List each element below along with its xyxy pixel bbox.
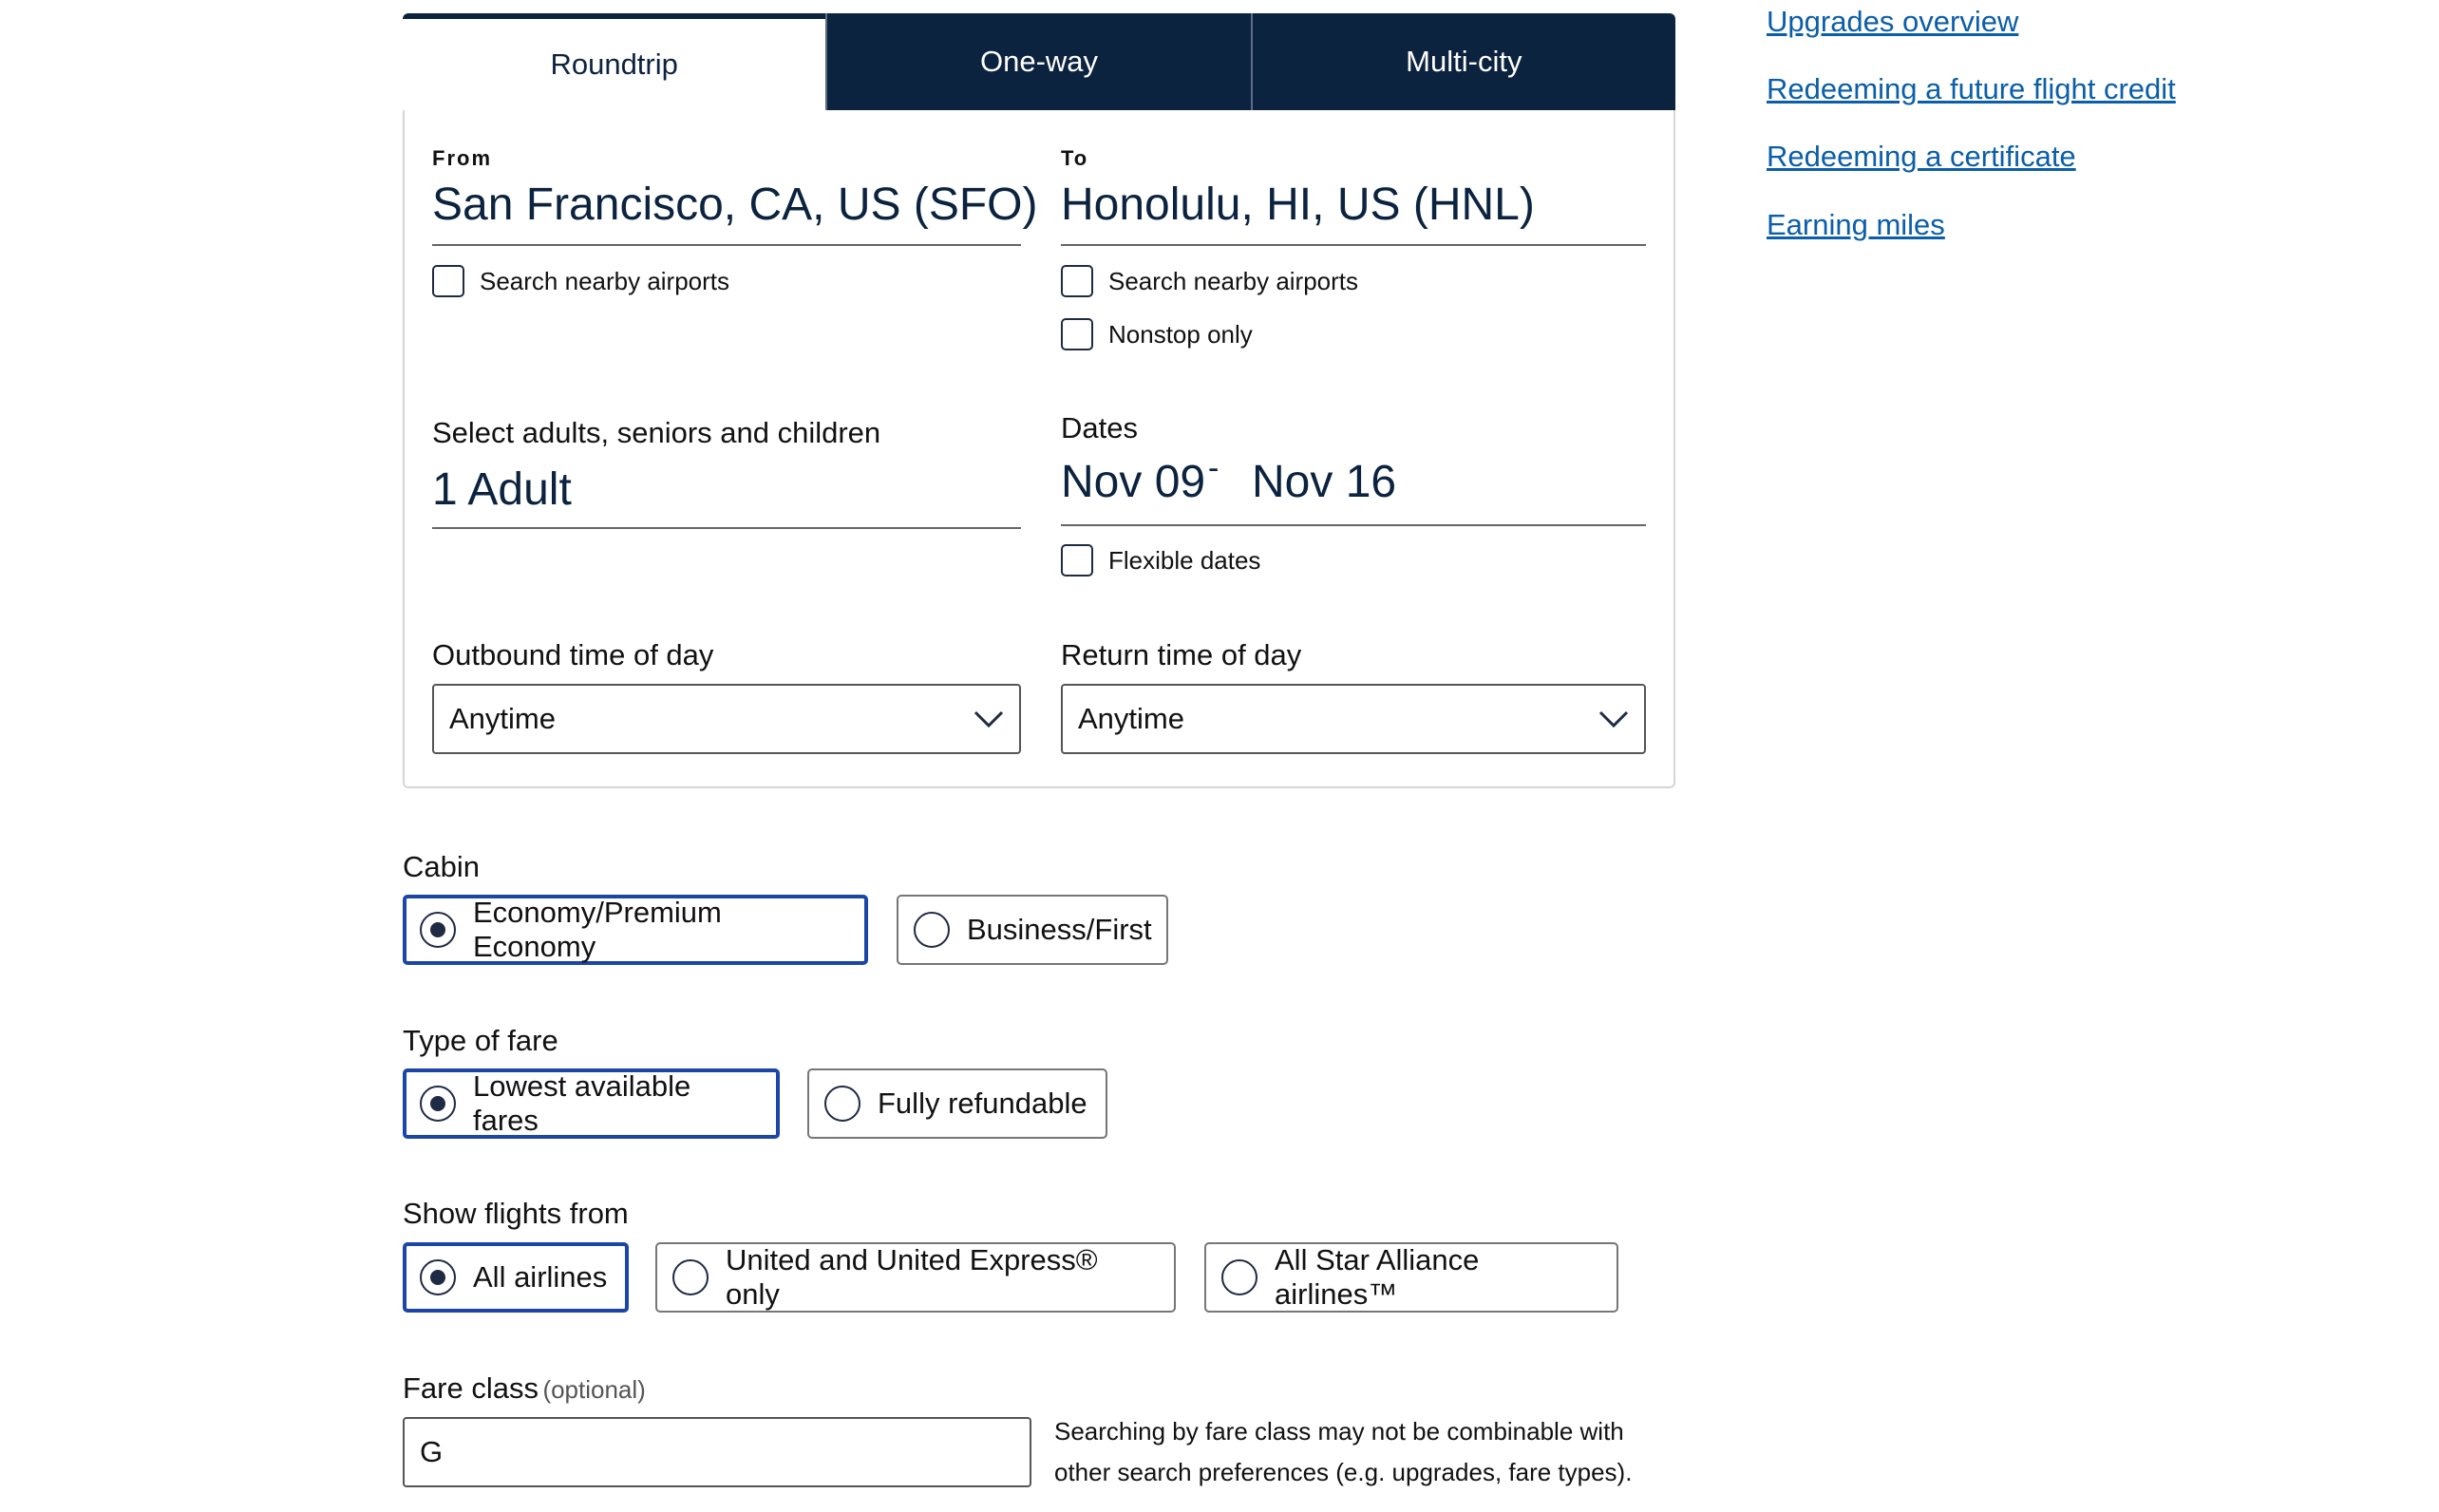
link-redeeming-certificate[interactable]: Redeeming a certificate: [1767, 140, 2076, 173]
return-time-label: Return time of day: [1061, 638, 1302, 671]
checkbox-icon[interactable]: [1061, 318, 1093, 350]
from-nearby-checkbox-row[interactable]: [432, 265, 729, 297]
tab-roundtrip[interactable]: Roundtrip: [403, 13, 825, 110]
cabin-option-label: Business/First: [967, 913, 1152, 946]
flexible-dates-checkbox-row[interactable]: [1061, 544, 1260, 576]
to-nearby-checkbox-row[interactable]: [1061, 265, 1358, 297]
travelers-label: Select adults, seniors and children: [432, 416, 881, 449]
from-input[interactable]: San Francisco, CA, US (SFO): [432, 180, 1038, 230]
to-input[interactable]: Honolulu, HI, US (HNL): [1061, 180, 1535, 230]
fare-class-value: G: [420, 1435, 444, 1468]
chevron-down-icon: [974, 709, 1004, 728]
to-label: To: [1061, 146, 1089, 170]
fare-class-note: [1054, 1411, 1632, 1493]
tab-one-way[interactable]: One-way: [825, 13, 1250, 110]
radio-unselected-icon[interactable]: [824, 1086, 860, 1122]
depart-date[interactable]: Nov 09: [1061, 457, 1206, 507]
show-flights-label: Show flights from: [403, 1197, 629, 1230]
to-underline: [1061, 244, 1646, 246]
outbound-time-select[interactable]: [432, 684, 1021, 754]
flexible-dates-label: Flexible dates: [1108, 545, 1261, 575]
fare-type-option-refundable[interactable]: [807, 1068, 1107, 1139]
tab-multi-city[interactable]: Multi-city: [1251, 13, 1675, 110]
cabin-option-economy[interactable]: [403, 895, 868, 965]
travelers-underline: [432, 527, 1021, 529]
fare-type-option-label: Lowest available fares: [473, 1069, 691, 1137]
link-redeeming-future-flight-credit[interactable]: Redeeming a future flight credit: [1767, 72, 2176, 105]
from-nearby-label: Search nearby airports: [480, 266, 730, 295]
radio-selected-icon[interactable]: [420, 912, 456, 948]
show-flights-option-label: All Star Alliance airlines™: [1275, 1243, 1480, 1311]
from-label: From: [432, 146, 492, 170]
nonstop-label: Nonstop only: [1108, 319, 1253, 349]
cabin-option-label: Economy/Premium Economy: [473, 896, 722, 963]
date-separator: -: [1208, 450, 1220, 486]
return-time-select[interactable]: [1061, 684, 1646, 754]
travelers-selector[interactable]: 1 Adult: [432, 464, 572, 515]
cabin-option-business[interactable]: [897, 895, 1168, 965]
show-flights-option-label: All airlines: [473, 1260, 608, 1294]
checkbox-icon[interactable]: [432, 265, 464, 297]
chevron-down-icon: [1598, 709, 1629, 728]
radio-selected-icon[interactable]: [420, 1259, 456, 1295]
checkbox-icon[interactable]: [1061, 265, 1093, 297]
show-flights-option-all[interactable]: [403, 1242, 629, 1313]
radio-unselected-icon[interactable]: [1221, 1259, 1257, 1295]
dates-underline: [1061, 524, 1646, 526]
return-time-value: Anytime: [1078, 702, 1184, 735]
fare-class-note-line: Searching by fare class may not be combinable with: [1054, 1417, 1624, 1446]
fare-class-optional: (optional): [542, 1375, 646, 1404]
to-nearby-label: Search nearby airports: [1108, 266, 1359, 295]
nonstop-checkbox-row[interactable]: [1061, 318, 1253, 350]
radio-unselected-icon[interactable]: [672, 1259, 709, 1295]
fare-class-label-group: [403, 1371, 646, 1406]
checkbox-icon[interactable]: [1061, 544, 1093, 576]
fare-type-label: Type of fare: [403, 1024, 558, 1057]
show-flights-option-star-alliance[interactable]: [1204, 1242, 1618, 1313]
return-date[interactable]: Nov 16: [1252, 457, 1397, 507]
link-upgrades-overview[interactable]: Upgrades overview: [1767, 5, 2019, 38]
from-underline: [432, 244, 1021, 246]
radio-selected-icon[interactable]: [420, 1086, 456, 1122]
outbound-time-label: Outbound time of day: [432, 638, 714, 671]
fare-class-input[interactable]: [403, 1417, 1031, 1487]
dates-label: Dates: [1061, 411, 1138, 444]
outbound-time-value: Anytime: [449, 702, 556, 735]
cabin-label: Cabin: [403, 850, 480, 883]
fare-type-option-label: Fully refundable: [878, 1087, 1087, 1120]
radio-unselected-icon[interactable]: [914, 912, 950, 948]
fare-type-option-lowest[interactable]: [403, 1068, 780, 1139]
fare-class-label: Fare class: [403, 1371, 539, 1405]
fare-class-note-line: other search preferences (e.g. upgrades, fare types).: [1054, 1458, 1633, 1486]
link-earning-miles[interactable]: Earning miles: [1767, 208, 1945, 241]
show-flights-option-label: United and United Express® only: [726, 1243, 1098, 1311]
show-flights-option-united[interactable]: [655, 1242, 1176, 1313]
trip-type-tabs: [403, 13, 1675, 110]
